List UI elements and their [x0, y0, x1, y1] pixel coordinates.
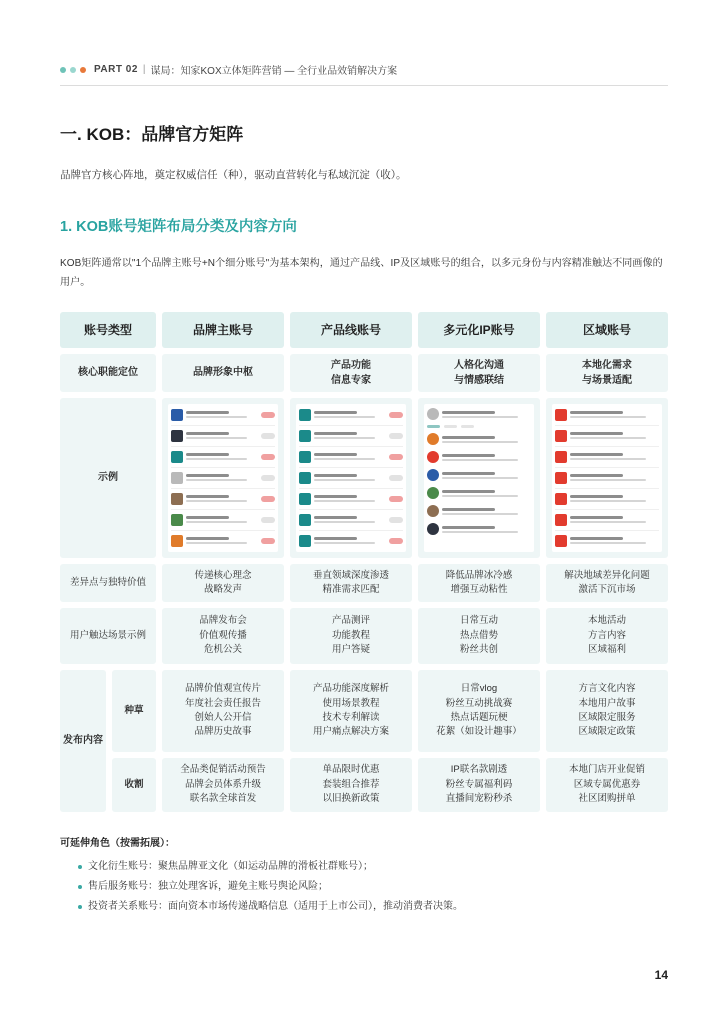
account-list-mock [296, 404, 406, 552]
avatar [171, 493, 183, 505]
avatar [171, 409, 183, 421]
column-header: 产品线账号 [290, 312, 412, 348]
matrix-label-publish-harvest: 收割 [112, 758, 156, 812]
column-example-screenshot [418, 398, 540, 558]
column-publish-seeding: 品牌价值观宣传片 年度社会责任报告 创始人公开信 品牌历史故事 [162, 670, 284, 752]
matrix-label-publish: 发布内容 [60, 670, 106, 812]
kob-matrix-table [60, 312, 668, 812]
column-touchpoint: 本地活动 方言内容 区域福利 [546, 608, 668, 664]
header-dots-icon [60, 67, 86, 73]
matrix-label-touchpoint: 用户触达场景示例 [60, 608, 156, 664]
column-difference: 垂直领域深度渗透 精准需求匹配 [290, 564, 412, 602]
avatar [555, 514, 567, 526]
avatar [427, 469, 439, 481]
column-difference: 降低品牌冰冷感 增强互动粘性 [418, 564, 540, 602]
avatar [427, 487, 439, 499]
avatar [299, 430, 311, 442]
avatar [299, 493, 311, 505]
column-example-screenshot [290, 398, 412, 558]
avatar [427, 523, 439, 535]
avatar [171, 430, 183, 442]
subsection-title: 1. KOB账号矩阵布局分类及内容方向 [60, 218, 297, 235]
column-header: 品牌主账号 [162, 312, 284, 348]
column-publish-harvest: 全品类促销活动预告 品牌会员体系升级 联名款全球首发 [162, 758, 284, 812]
matrix-column-ip-accounts [418, 312, 540, 812]
column-publish-seeding: 日常vlog 粉丝互动挑战赛 热点话题玩梗 花絮（如设计趣事） [418, 670, 540, 752]
list-item: 售后服务账号：独立处理客诉，避免主账号舆论风险； [78, 877, 668, 897]
matrix-column-product-line [290, 312, 412, 812]
column-publish-harvest: 本地门店开业促销 区域专属优惠券 社区团购拼单 [546, 758, 668, 812]
page-number: 14 [654, 968, 668, 982]
avatar [299, 409, 311, 421]
extension-list [60, 857, 668, 917]
avatar [427, 433, 439, 445]
avatar [171, 451, 183, 463]
matrix-label-role: 核心职能定位 [60, 354, 156, 392]
matrix-column-brand-main [162, 312, 284, 812]
section-title: 一. KOB：品牌官方矩阵 [60, 125, 244, 144]
avatar [299, 514, 311, 526]
extension-title: 可延伸角色（按需拓展）： [60, 837, 175, 849]
avatar [555, 493, 567, 505]
column-role: 本地化需求 与场景适配 [546, 354, 668, 392]
column-publish-harvest: 单品限时优惠 套装组合推荐 以旧换新政策 [290, 758, 412, 812]
column-example-screenshot [162, 398, 284, 558]
column-touchpoint: 产品测评 功能教程 用户答疑 [290, 608, 412, 664]
social-feed-mock [424, 404, 534, 552]
column-header: 多元化IP账号 [418, 312, 540, 348]
avatar [427, 505, 439, 517]
matrix-label-example: 示例 [60, 398, 156, 558]
matrix-label-publish-seeding: 种草 [112, 670, 156, 752]
matrix-column-regional [546, 312, 668, 812]
header-title: 谋局：知家KOX立体矩阵营销 — 全行业品效销解决方案 [150, 66, 398, 77]
avatar [555, 430, 567, 442]
column-role: 人格化沟通 与情感联结 [418, 354, 540, 392]
list-item: 文化衍生账号：聚焦品牌亚文化（如运动品牌的滑板社群账号）； [78, 857, 668, 877]
column-touchpoint: 品牌发布会 价值观传播 危机公关 [162, 608, 284, 664]
matrix-label-difference: 差异点与独特价值 [60, 564, 156, 602]
column-example-screenshot [546, 398, 668, 558]
avatar [555, 535, 567, 547]
matrix-label-publish-group [60, 670, 156, 812]
column-publish-harvest: IP联名款剧透 粉丝专属福利码 直播间宠粉秒杀 [418, 758, 540, 812]
account-list-mock [552, 404, 662, 552]
list-item: 投资者关系账号：面向资本市场传递战略信息（适用于上市公司），推动消费者决策。 [78, 897, 668, 917]
header-separator: | [142, 64, 146, 75]
avatar [555, 409, 567, 421]
avatar [427, 408, 439, 420]
avatar [427, 451, 439, 463]
header-divider [60, 85, 668, 86]
avatar [299, 451, 311, 463]
matrix-label-column [60, 312, 156, 812]
matrix-header-account-type: 账号类型 [60, 312, 156, 348]
page-header [60, 0, 668, 83]
column-publish-seeding: 方言文化内容 本地用户故事 区域限定服务 区域限定政策 [546, 670, 668, 752]
avatar [299, 535, 311, 547]
account-list-mock [168, 404, 278, 552]
column-role: 品牌形象中枢 [162, 354, 284, 392]
column-role: 产品功能 信息专家 [290, 354, 412, 392]
column-difference: 传递核心理念 战略发声 [162, 564, 284, 602]
avatar [171, 514, 183, 526]
column-publish-seeding: 产品功能深度解析 使用场景教程 技术专利解读 用户痛点解决方案 [290, 670, 412, 752]
avatar [299, 472, 311, 484]
avatar [555, 451, 567, 463]
column-touchpoint: 日常互动 热点借势 粉丝共创 [418, 608, 540, 664]
avatar [171, 535, 183, 547]
column-difference: 解决地域差异化问题 激活下沉市场 [546, 564, 668, 602]
section-description: 品牌官方核心阵地，奠定权威信任（种），驱动直营转化与私域沉淀（收）。 [60, 169, 407, 181]
avatar [555, 472, 567, 484]
subsection-description: KOB矩阵通常以"1个品牌主账号+N个细分账号"为基本架构，通过产品线、IP及区域账号的组合，以多元身份与内容精准触达不同画像的用户。 [60, 257, 663, 288]
header-part-label: PART 02 [94, 64, 138, 75]
avatar [171, 472, 183, 484]
column-header: 区域账号 [546, 312, 668, 348]
